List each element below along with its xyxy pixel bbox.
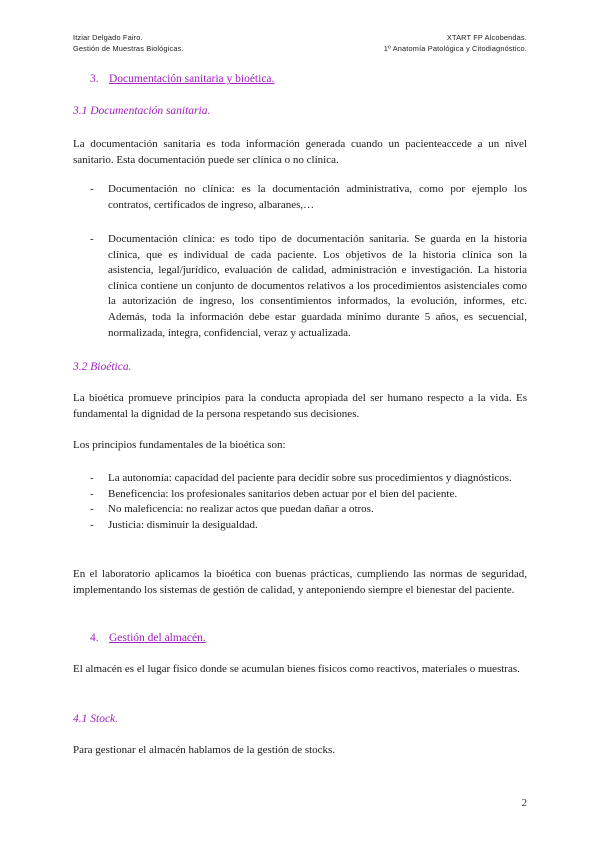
list-item: [73, 518, 527, 534]
list-item-text: Documentación clínica: es todo tipo de documentación sanitaria. Se guarda en la historia clínica, que es individual de cada paciente. Los objetivos de la historia clínica son la asistencia, legal/jurídico, evaluación de calidad, administración e investigación. La historia clínica contiene un conjunto de documentos relativos a los procedimientos asistenciales como la autorización de ingreso, los consentimientos informados, la evolución, informes, etc. Además, toda la información debe estar guardada mínimo durante 5 años, es secuencial, normalizada, íntegra, confidencial, veraz y actualizada.: [108, 233, 527, 339]
page-number: 2: [521, 797, 527, 809]
section-title[interactable]: Gestión del almacén.: [109, 632, 206, 644]
section-number: 4.: [90, 632, 99, 644]
list-item-text: No maleficencia: no realizar actos que puedan dañar a otros.: [108, 503, 374, 516]
list-item-text: Documentación no clínica: es la documentación administrativa, como por ejemplo los contratos, certificados de ingreso, albaranes,…: [108, 183, 527, 211]
dash-bullet: -: [90, 487, 94, 500]
list-item: [73, 182, 527, 213]
paragraph-4-1: Para gestionar el almacén hablamos de la gestión de stocks.: [73, 744, 336, 756]
list-bioethics-principles: [73, 471, 527, 533]
subsection-4-1-heading: 4.1 Stock.: [73, 713, 119, 725]
list-item: [73, 232, 527, 341]
paragraph-3-2-laboratory: En el laboratorio aplicamos la bioética con buenas prácticas, cumpliendo las normas de seguridad, implementando los sistemas de gestión de calidad, y anteponiendo siempre el bienestar del paciente.: [73, 568, 527, 596]
dash-bullet: -: [90, 518, 94, 531]
header-subject: Gestión de Muestras Biológicas.: [73, 44, 184, 53]
subsection-3-1-heading: 3.1 Documentación sanitaria.: [73, 105, 211, 117]
dash-bullet: -: [90, 233, 94, 245]
dash-bullet: -: [90, 472, 94, 484]
header-left: [73, 32, 184, 54]
section-4-heading[interactable]: [90, 631, 206, 645]
list-item-text: Beneficencia: los profesionales sanitarios deben actuar por el bien del paciente.: [108, 487, 458, 500]
section-title[interactable]: Documentación sanitaria y bioética.: [109, 73, 275, 85]
subsection-3-2-heading: 3.2 Bioética.: [73, 361, 132, 373]
paragraph-3-2-principles: Los principios fundamentales de la bioética son:: [73, 439, 286, 451]
header-school: XTART FP Alcobendas.: [446, 33, 527, 42]
list-item-text: La autonomía: capacidad del paciente para decidir sobre sus procedimientos y diagnósticos.: [108, 472, 512, 484]
paragraph-3-1: La documentación sanitaria es toda información generada cuando un pacienteaccede a un nivel sanitario. Esta documentación puede ser clínica o no clínica.: [73, 138, 527, 166]
header-course: 1º Anatomía Patológica y Citodiagnóstico.: [383, 44, 527, 53]
section-3-heading[interactable]: [90, 72, 274, 86]
list-item-text: Justicia: disminuir la desigualdad.: [108, 518, 258, 531]
list-documentation-types: [73, 182, 527, 213]
list-clinical-documentation: [73, 232, 527, 341]
header-author: Itziar Delgado Fairo.: [73, 33, 143, 42]
list-item: [73, 487, 527, 503]
list-item: [73, 502, 527, 518]
paragraph-4: El almacén es el lugar físico donde se acumulan bienes físicos como reactivos, materiales o muestras.: [73, 663, 520, 675]
dash-bullet: -: [90, 503, 94, 516]
dash-bullet: -: [90, 183, 94, 195]
list-item: [73, 471, 527, 487]
paragraph-3-2-intro: La bioética promueve principios para la conducta apropiada del ser humano respecto a la vida. Es fundamental la dignidad de la persona respetando sus decisiones.: [73, 392, 527, 420]
section-number: 3.: [90, 73, 99, 85]
header-right: [384, 32, 527, 54]
